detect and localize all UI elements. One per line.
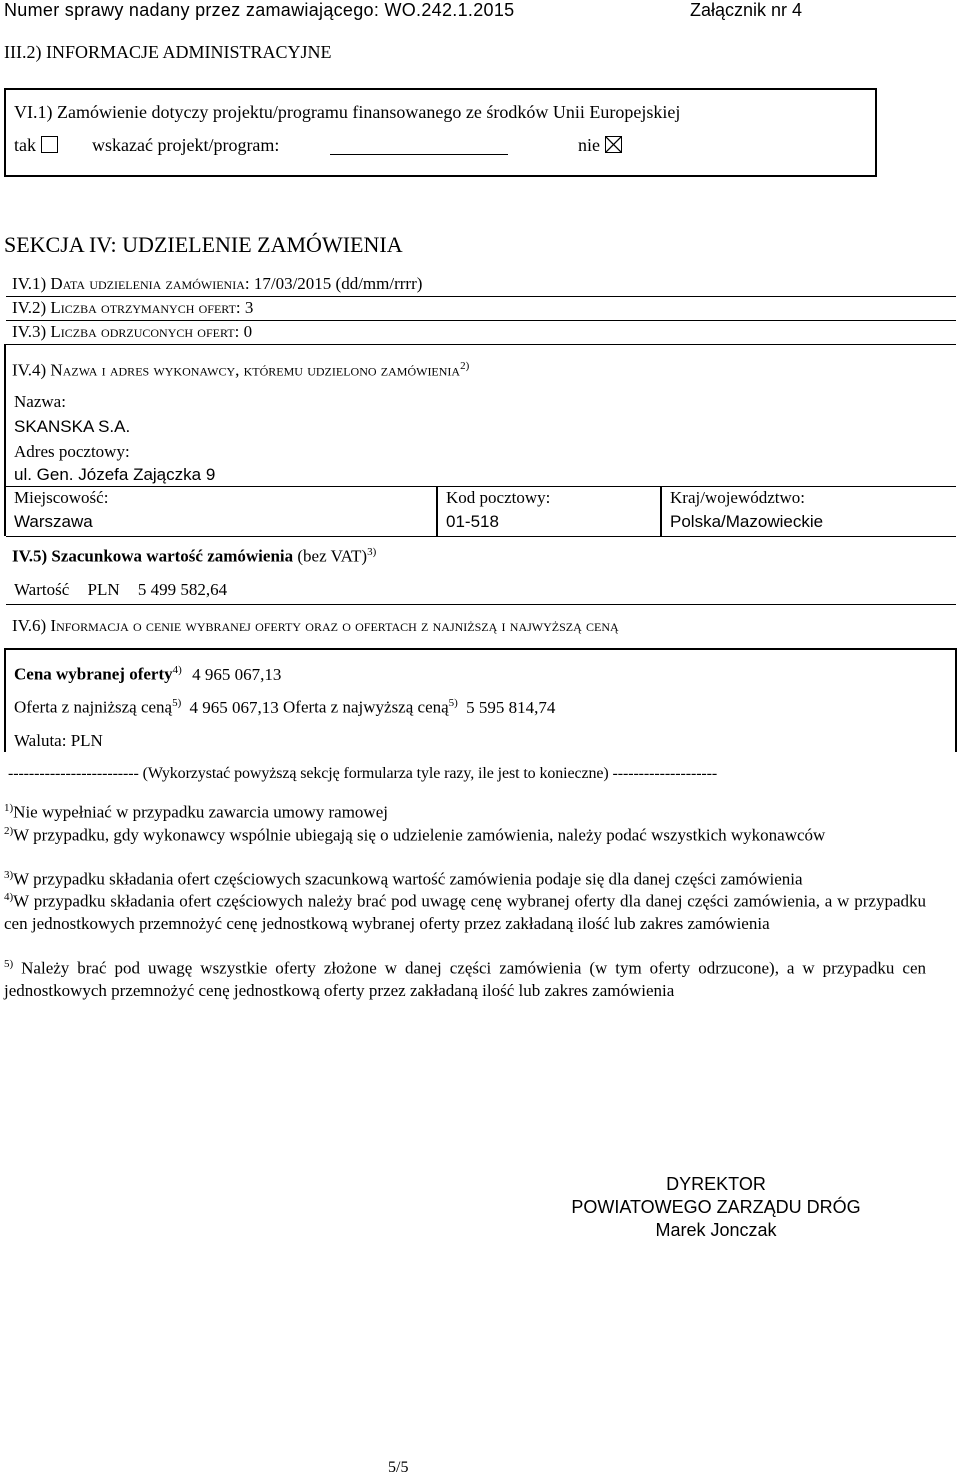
city-label: Miejscowość: [14,488,109,507]
offers-received-value: 3 [244,298,254,317]
page-number: 5/5 [388,1459,409,1476]
price-info-heading [12,616,619,636]
nie-checkbox[interactable] [605,136,622,153]
region-value: Polska/Mazowieckie [670,512,824,531]
postal-code-value: 01-518 [446,512,499,531]
offers-received-row [12,298,253,318]
offers-received-prefix: IV.2) [12,298,51,317]
section-title-award: SEKCJA IV: UDZIELENIE ZAMÓWIENIA [4,232,403,257]
tak-checkbox[interactable] [41,136,58,153]
contractor-name: SKANSKA S.A. [14,417,131,436]
offers-rejected-row [12,322,252,342]
value-currency: PLN [87,580,120,599]
eu-funding-question: VI.1) Zamówienie dotyczy projektu/programu finansowanego ze środków Unii Europejskiej [14,102,681,122]
footnote-number: 1) [4,802,14,814]
checkmark-x-icon [606,137,621,152]
project-program-label: wskazać projekt/program: [92,135,280,155]
region-label: Kraj/województwo: [670,488,806,507]
footnote-text: W przypadku składania ofert częściowych szacunkową wartość zamówienia podaje się dla danej części zamówienia [13,869,803,889]
signature-block [560,1173,872,1242]
award-date-prefix: IV.1) [12,274,51,293]
footnote-text: Nie wypełniać w przypadku zawarcia umowy ramowej [13,802,388,822]
selected-offer-label: Cena wybranej oferty [14,664,173,684]
postal-code-label: Kod pocztowy: [446,488,551,507]
contractor-address-label: Adres pocztowy: [14,442,130,461]
contractor-block-border [4,344,6,536]
divider [6,536,956,537]
signature-title: DYREKTOR [666,1174,766,1194]
attachment-label: Załącznik nr 4 [689,0,802,20]
footnote-number: 5) [4,958,14,970]
nie-option [578,135,622,156]
lowest-highest-row [14,697,555,718]
footnote-2 [4,820,926,847]
contractor-heading-prefix: IV.4) [12,360,51,380]
offers-received-label: Liczba otrzymanych ofert: [50,298,241,317]
offers-rejected-label: Liczba odrzuconych ofert: [50,322,240,341]
contractor-address: ul. Gen. Józefa Zajączka 9 [14,465,216,484]
highest-offer-value: 5 595 814,74 [466,697,556,717]
estimated-value-heading [12,546,376,567]
offers-rejected-value: 0 [243,322,253,341]
offers-rejected-prefix: IV.3) [12,322,51,341]
price-info-prefix: IV.6) [12,616,51,635]
price-info-label: Informacja o cenie wybranej oferty oraz o ofertach z najniższą i najwyższą ceną [50,616,619,635]
tak-label: tak [14,135,36,155]
footnote-ref: 4) [172,664,182,676]
nie-label: nie [578,135,600,155]
currency-row: Waluta: PLN [14,731,103,750]
estimated-value: 5 499 582,64 [137,580,228,599]
value-label: Wartość [14,580,70,599]
highest-offer-label: Oferta z najwyższą ceną [283,697,449,717]
estimated-value-label: IV.5) Szacunkowa wartość zamówienia [12,546,294,566]
footnote-4 [4,886,926,935]
footnote-number: 2) [4,825,14,837]
estimated-value-vat-note: (bez VAT) [293,546,368,566]
footnote-number: 4) [4,891,14,903]
lowest-offer-label: Oferta z najniższą ceną [14,697,173,717]
footnote-5 [4,953,926,1002]
price-info-box [4,648,957,752]
eu-funding-box [4,88,877,177]
award-date-label: Data udzielenia zamówienia: [50,274,250,293]
lowest-offer-value: 4 965 067,13 [189,697,279,717]
footnote-text: W przypadku, gdy wykonawcy wspólnie ubiegają się o udzielenie zamówienia, należy podać wszystkich wykonawców [13,825,826,845]
case-number-header: Numer sprawy nadany przez zamawiającego: WO.242.1.2015 [4,0,515,20]
award-date-value: 17/03/2015 [253,274,332,293]
award-date-row [12,274,422,294]
selected-offer-row [14,664,281,685]
divider [660,487,662,536]
separator-note: ------------------------- (Wykorzystać powyższą sekcję formularza tyle razy, ile jest to konieczne) -------------------- [8,765,718,782]
footnote-text: W przypadku składania ofert częściowych należy brać pod uwagę cenę wybranej oferty dla danej części zamówienia, a w przypadku cen jednostkowych przemnożyć cenę jednostkową wybranej oferty przez zakładaną ilość lub zakres zamówienia [4,891,926,933]
award-date-format: (dd/mm/rrrr) [335,274,423,293]
divider [6,320,956,321]
project-program-field[interactable] [330,154,508,155]
divider [6,604,956,605]
contractor-heading-label: Nazwa i adres wykonawcy, któremu udzielono zamówienia [50,360,461,380]
divider [6,486,956,487]
footnote-ref: 5) [448,697,458,709]
footnote-ref: 5) [172,697,182,709]
section-title-admin-info: III.2) INFORMACJE ADMINISTRACYJNE [4,42,332,62]
contractor-name-label: Nazwa: [14,392,66,411]
divider [436,487,438,536]
city-value: Warszawa [14,512,93,531]
footnote-number: 3) [4,869,14,881]
estimated-value-row [14,580,227,600]
footnote-ref: 2) [460,360,470,372]
selected-offer-value: 4 965 067,13 [192,664,282,684]
signature-office: POWIATOWEGO ZARZĄDU DRÓG [571,1197,861,1217]
tak-option [14,135,58,156]
footnote-text: Należy brać pod uwagę wszystkie oferty złożone w danej części zamówienia (w tym oferty odrzucone), a w przypadku cen jednostkowych przemnożyć cenę jednostkową oferty przez zakładaną ilość lub zakres zamówienia [4,958,926,1000]
contractor-heading [12,360,469,381]
footnote-ref: 3) [367,546,377,558]
divider [6,344,956,345]
signature-name: Marek Jonczak [655,1220,777,1240]
divider [6,296,956,297]
